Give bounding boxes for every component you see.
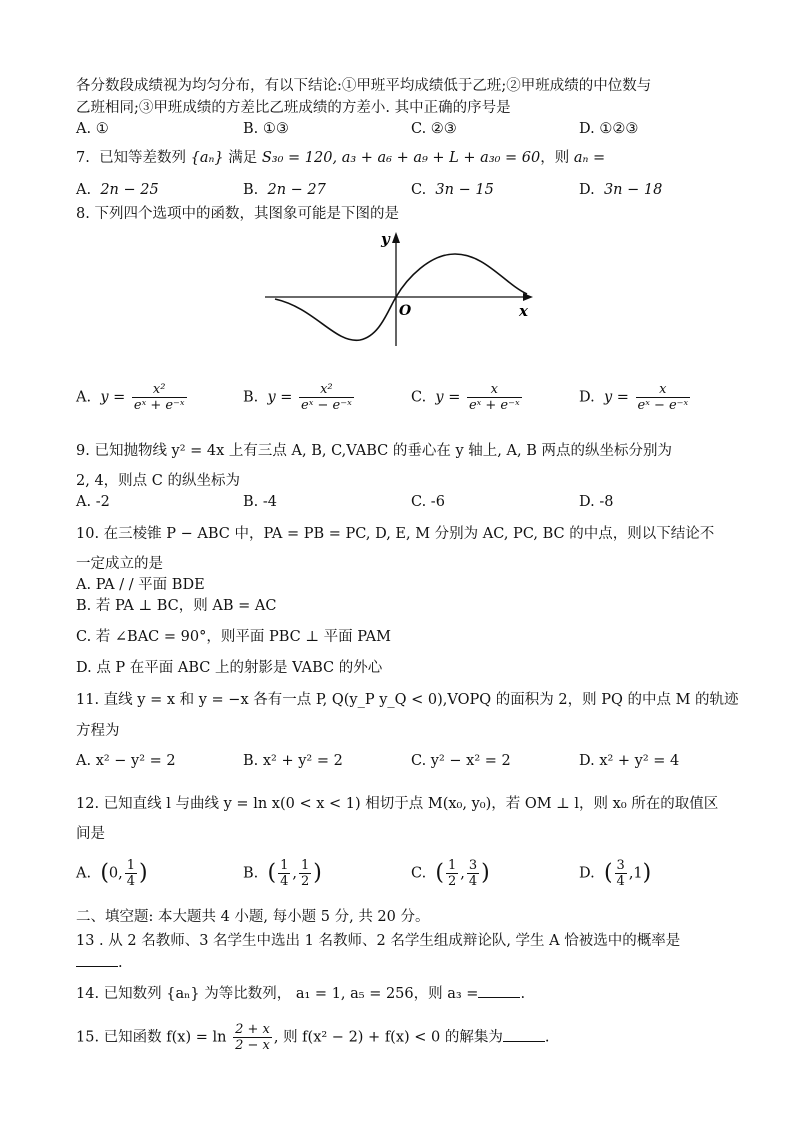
q7-ask: aₙ = (573, 150, 606, 166)
q13-answer-blank[interactable] (76, 952, 118, 967)
q9-option-d: D. -8 (579, 494, 614, 510)
origin-label: O (399, 303, 412, 319)
q9-option-a: A. -2 (76, 494, 110, 510)
q9-line1: 9. 已知抛物线 y² = 4x 上有三点 A, B, C,VABC 的垂心在 y 轴上, A, B 两点的纵坐标分别为 (76, 443, 672, 459)
q7-sequence: {aₙ} (190, 150, 224, 166)
q15-answer-blank[interactable] (503, 1027, 545, 1042)
q6-option-d: D. ①②③ (579, 121, 639, 137)
q8-function-graph (255, 226, 545, 351)
q14-stem: 14. 已知数列 {aₙ} 为等比数列， a₁ = 1, a₅ = 256，则 a₃ = . (76, 983, 525, 1004)
q12-line2: 间是 (76, 826, 105, 842)
q6-option-a: A. ① (76, 121, 109, 137)
q6-option-b: B. ①③ (243, 121, 289, 137)
q6-line2: 乙班相同;③甲班成绩的方差比乙班成绩的方差小. 其中正确的序号是 (76, 100, 511, 116)
q10-option-a: A. PA / / 平面 BDE (76, 577, 205, 593)
y-axis-label: y (381, 230, 390, 248)
q9-line2: 2, 4，则点 C 的纵坐标为 (76, 473, 240, 489)
q7-option-a: A. 2n − 25 (76, 182, 159, 198)
q12-option-a: A. (0, $\frac{1}{4}$ ) (76, 858, 148, 889)
q13-line1: 13 . 从 2 名教师、3 名学生中选出 1 名教师、2 名学生组成辩论队, 学生 A 恰被选中的概率是 (76, 933, 681, 949)
y-axis-arrow (392, 232, 400, 243)
q12-line1: 12. 已知直线 l 与曲线 y = ln x(0 < x < 1) 相切于点 M(x₀, y₀)，若 OM ⊥ l，则 x₀ 所在的取值区 (76, 796, 719, 812)
q8-stem: 8. 下列四个选项中的函数，其图象可能是下图的是 (76, 206, 399, 222)
q8-option-c: C. y = $\frac{x}{\text{eˣ + e⁻ˣ}}$ (411, 382, 520, 413)
q7-text-3: ，则 (540, 150, 570, 166)
q12-option-c: C. ( $\frac{1}{2}$ , $\frac{3}{4}$ ) (411, 858, 490, 889)
q7-number: 7. (76, 150, 90, 166)
q10-option-c: C. 若 ∠BAC = 90°，则平面 PBC ⊥ 平面 PAM (76, 629, 391, 645)
q6-option-c: C. ②③ (411, 121, 457, 137)
q9-option-b: B. -4 (243, 494, 277, 510)
q10-line2: 一定成立的是 (76, 556, 163, 572)
section-fill-in-heading: 二、填空题: 本大题共 4 小题, 每小题 5 分, 共 20 分。 (76, 909, 430, 925)
q7-condition: S₃₀ = 120, a₃ + a₆ + a₉ + L + a₃₀ = 60 (261, 150, 541, 166)
q7-option-c: C. 3n − 15 (411, 182, 494, 198)
x-axis-label: x (519, 302, 528, 320)
q9-option-c: C. -6 (411, 494, 445, 510)
q8-option-a: A. y = $\frac{\text{x²}}{\text{eˣ + e⁻ˣ}}$ (76, 382, 185, 413)
x-axis-arrow (523, 293, 533, 301)
q11-option-d: D. x² + y² = 4 (579, 753, 680, 769)
q14-answer-blank[interactable] (478, 983, 520, 998)
q12-option-b: B. ( $\frac{1}{4}$ , $\frac{1}{2}$ ) (243, 858, 322, 889)
q11-line2: 方程为 (76, 723, 120, 739)
q7-option-b: B. 2n − 27 (243, 182, 326, 198)
q10-option-b: B. 若 PA ⊥ BC，则 AB = AC (76, 598, 277, 614)
q7-option-d: D. 3n − 18 (579, 182, 663, 198)
q12-option-d: D. ( $\frac{3}{4}$ ,1) (579, 858, 652, 889)
q10-option-d: D. 点 P 在平面 ABC 上的射影是 VABC 的外心 (76, 660, 383, 676)
q7-stem (76, 148, 605, 168)
q13-line2: . (76, 952, 123, 973)
q8-option-b: B. y = $\frac{\text{x²}}{\text{eˣ − e⁻ˣ}}$ (243, 382, 352, 413)
q11-line1: 11. 直线 y = x 和 y = −x 各有一点 P, Q(y_P y_Q < 0),VOPQ 的面积为 2，则 PQ 的中点 M 的轨迹 (76, 692, 739, 708)
q7-text-2: 满足 (228, 150, 258, 166)
q7-text-1: 已知等差数列 (99, 150, 187, 166)
q11-option-b: B. x² + y² = 2 (243, 753, 343, 769)
q11-option-a: A. x² − y² = 2 (76, 753, 176, 769)
q15-stem: 15. 已知函数 f(x) = ln $\frac{2 + x}{2 - x}$ , 则 f(x² − 2) + f(x) < 0 的解集为 . (76, 1022, 550, 1053)
q8-option-d: D. y = $\frac{x}{\text{eˣ − e⁻ˣ}}$ (579, 382, 689, 413)
q6-line1: 各分数段成绩视为均匀分布，有以下结论:①甲班平均成绩低于乙班;②甲班成绩的中位数与 (76, 78, 652, 94)
q11-option-c: C. y² − x² = 2 (411, 753, 511, 769)
q10-line1: 10. 在三棱锥 P − ABC 中，PA = PB = PC, D, E, M 分别为 AC, PC, BC 的中点，则以下结论不 (76, 526, 715, 542)
